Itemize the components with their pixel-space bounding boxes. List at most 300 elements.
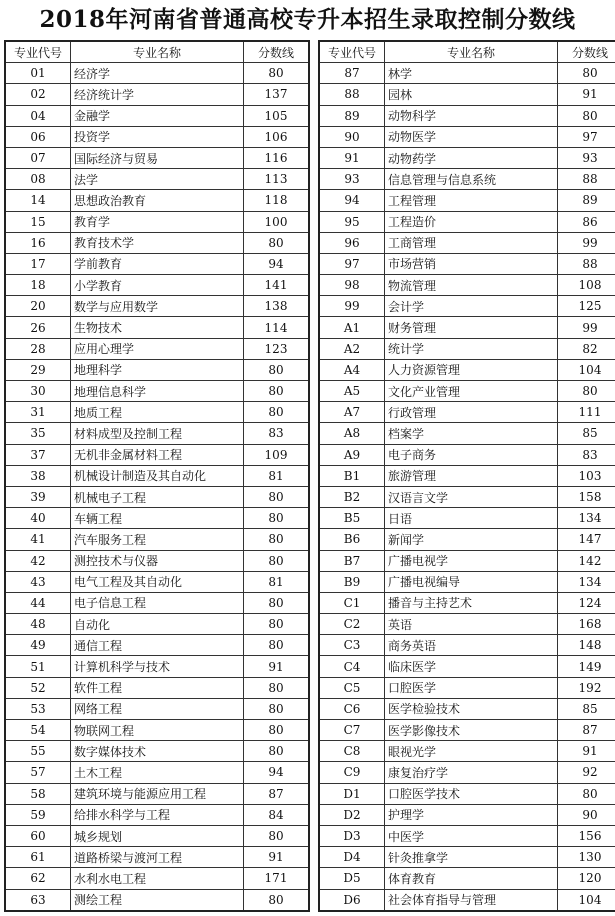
major-name-cell: 会计学	[385, 296, 558, 317]
table-header-row	[5, 41, 309, 63]
major-code-cell: 16	[5, 232, 71, 253]
major-name-cell: 物联网工程	[71, 720, 244, 741]
major-name-cell: 动物药学	[385, 147, 558, 168]
major-code-cell: A2	[319, 338, 385, 359]
major-code-cell: 52	[5, 677, 71, 698]
major-code-cell: B2	[319, 486, 385, 507]
major-name-cell: 行政管理	[385, 402, 558, 423]
score-cell: 100	[244, 211, 310, 232]
table-row	[5, 444, 309, 465]
major-code-cell: 04	[5, 105, 71, 126]
score-cell: 141	[244, 275, 310, 296]
table-row	[319, 147, 615, 168]
major-name-cell: 新闻学	[385, 529, 558, 550]
score-cell: 105	[244, 105, 310, 126]
table-row	[319, 84, 615, 105]
table-row	[5, 614, 309, 635]
major-name-cell: 国际经济与贸易	[71, 147, 244, 168]
header-code: 专业代号	[5, 41, 71, 63]
major-name-cell: 临床医学	[385, 656, 558, 677]
major-code-cell: 06	[5, 126, 71, 147]
table-row	[319, 63, 615, 84]
major-code-cell: 42	[5, 550, 71, 571]
major-code-cell: 30	[5, 381, 71, 402]
major-code-cell: C5	[319, 677, 385, 698]
major-name-cell: 电气工程及其自动化	[71, 571, 244, 592]
table-row	[319, 275, 615, 296]
score-cell: 118	[244, 190, 310, 211]
score-cell: 93	[558, 147, 615, 168]
score-cell: 106	[244, 126, 310, 147]
table-row	[5, 825, 309, 846]
major-name-cell: 信息管理与信息系统	[385, 169, 558, 190]
major-name-cell: 统计学	[385, 338, 558, 359]
table-row	[319, 190, 615, 211]
major-code-cell: 95	[319, 211, 385, 232]
table-row	[5, 635, 309, 656]
major-code-cell: C6	[319, 698, 385, 719]
major-code-cell: 87	[319, 63, 385, 84]
major-code-cell: 91	[319, 147, 385, 168]
score-cell: 80	[244, 63, 310, 84]
major-name-cell: 播音与主持艺术	[385, 592, 558, 613]
table-row	[319, 381, 615, 402]
score-cell: 124	[558, 592, 615, 613]
table-row	[5, 656, 309, 677]
major-name-cell: 计算机科学与技术	[71, 656, 244, 677]
table-row	[5, 84, 309, 105]
major-name-cell: 医学检验技术	[385, 698, 558, 719]
score-cell: 85	[558, 698, 615, 719]
table-row	[319, 571, 615, 592]
major-code-cell: 62	[5, 868, 71, 889]
major-name-cell: 文化产业管理	[385, 381, 558, 402]
major-name-cell: 学前教育	[71, 253, 244, 274]
major-name-cell: 广播电视学	[385, 550, 558, 571]
major-name-cell: 商务英语	[385, 635, 558, 656]
major-name-cell: 经济学	[71, 63, 244, 84]
major-code-cell: 88	[319, 84, 385, 105]
page-title: 2018年河南省普通高校专升本招生录取控制分数线	[39, 6, 576, 33]
score-cell: 83	[558, 444, 615, 465]
major-name-cell: 工程造价	[385, 211, 558, 232]
table-row	[5, 253, 309, 274]
table-row	[5, 211, 309, 232]
major-code-cell: 60	[5, 825, 71, 846]
score-cell: 156	[558, 825, 615, 846]
table-row	[319, 444, 615, 465]
table-row	[5, 359, 309, 380]
major-code-cell: B7	[319, 550, 385, 571]
score-cell: 103	[558, 465, 615, 486]
score-cell: 80	[244, 698, 310, 719]
score-cell: 91	[244, 656, 310, 677]
table-row	[319, 783, 615, 804]
score-cell: 147	[558, 529, 615, 550]
table-row	[5, 698, 309, 719]
major-code-cell: B6	[319, 529, 385, 550]
table-row	[319, 169, 615, 190]
score-cell: 134	[558, 508, 615, 529]
score-cell: 137	[244, 84, 310, 105]
major-code-cell: 01	[5, 63, 71, 84]
table-row	[5, 126, 309, 147]
table-row	[319, 338, 615, 359]
major-code-cell: B9	[319, 571, 385, 592]
major-code-cell: 41	[5, 529, 71, 550]
table-row	[5, 889, 309, 911]
major-code-cell: 53	[5, 698, 71, 719]
table-row	[319, 296, 615, 317]
major-name-cell: 给排水科学与工程	[71, 804, 244, 825]
major-name-cell: 财务管理	[385, 317, 558, 338]
score-cell: 91	[244, 847, 310, 868]
table-row	[319, 656, 615, 677]
major-code-cell: 61	[5, 847, 71, 868]
major-name-cell: 小学教育	[71, 275, 244, 296]
major-code-cell: D5	[319, 868, 385, 889]
major-name-cell: 金融学	[71, 105, 244, 126]
table-row	[319, 105, 615, 126]
major-name-cell: 康复治疗学	[385, 762, 558, 783]
table-row	[319, 126, 615, 147]
table-row	[319, 741, 615, 762]
major-code-cell: 14	[5, 190, 71, 211]
score-cell: 99	[558, 232, 615, 253]
major-code-cell: D2	[319, 804, 385, 825]
major-name-cell: 地理科学	[71, 359, 244, 380]
score-cell: 82	[558, 338, 615, 359]
major-name-cell: 应用心理学	[71, 338, 244, 359]
major-name-cell: 思想政治教育	[71, 190, 244, 211]
score-cell: 80	[244, 359, 310, 380]
table-row	[319, 868, 615, 889]
major-code-cell: D6	[319, 889, 385, 911]
score-cell: 86	[558, 211, 615, 232]
score-cell: 80	[244, 402, 310, 423]
table-row	[319, 402, 615, 423]
table-row	[319, 804, 615, 825]
major-name-cell: 教育技术学	[71, 232, 244, 253]
major-name-cell: 旅游管理	[385, 465, 558, 486]
table-row	[5, 741, 309, 762]
table-row	[319, 423, 615, 444]
major-name-cell: 中医学	[385, 825, 558, 846]
score-cell: 109	[244, 444, 310, 465]
score-cell: 80	[558, 381, 615, 402]
major-code-cell: C3	[319, 635, 385, 656]
table-row	[319, 508, 615, 529]
major-name-cell: 软件工程	[71, 677, 244, 698]
major-name-cell: 体育教育	[385, 868, 558, 889]
table-row	[5, 317, 309, 338]
major-code-cell: 63	[5, 889, 71, 911]
score-table-left	[4, 40, 310, 912]
table-row	[5, 571, 309, 592]
table-row	[319, 720, 615, 741]
major-code-cell: D4	[319, 847, 385, 868]
score-cell: 80	[244, 720, 310, 741]
score-cell: 83	[244, 423, 310, 444]
major-code-cell: 49	[5, 635, 71, 656]
header-score: 分数线	[244, 41, 310, 63]
major-name-cell: 口腔医学技术	[385, 783, 558, 804]
score-cell: 90	[558, 804, 615, 825]
major-name-cell: 水利水电工程	[71, 868, 244, 889]
score-cell: 80	[244, 592, 310, 613]
major-name-cell: 英语	[385, 614, 558, 635]
major-code-cell: A5	[319, 381, 385, 402]
score-cell: 80	[244, 232, 310, 253]
score-cell: 142	[558, 550, 615, 571]
major-name-cell: 生物技术	[71, 317, 244, 338]
major-code-cell: 39	[5, 486, 71, 507]
table-row	[319, 211, 615, 232]
table-row	[5, 423, 309, 444]
major-code-cell: B1	[319, 465, 385, 486]
major-code-cell: C2	[319, 614, 385, 635]
score-cell: 88	[558, 169, 615, 190]
major-name-cell: 经济统计学	[71, 84, 244, 105]
major-code-cell: 48	[5, 614, 71, 635]
table-row	[319, 232, 615, 253]
score-cell: 168	[558, 614, 615, 635]
major-code-cell: 54	[5, 720, 71, 741]
table-row	[319, 317, 615, 338]
score-cell: 85	[558, 423, 615, 444]
major-code-cell: 38	[5, 465, 71, 486]
major-name-cell: 道路桥梁与渡河工程	[71, 847, 244, 868]
major-code-cell: 31	[5, 402, 71, 423]
major-code-cell: C7	[319, 720, 385, 741]
major-code-cell: 55	[5, 741, 71, 762]
table-row	[5, 847, 309, 868]
score-cell: 80	[244, 550, 310, 571]
major-code-cell: 93	[319, 169, 385, 190]
score-cell: 134	[558, 571, 615, 592]
major-code-cell: C8	[319, 741, 385, 762]
header-score: 分数线	[558, 41, 615, 63]
score-cell: 158	[558, 486, 615, 507]
major-name-cell: 人力资源管理	[385, 359, 558, 380]
table-row	[319, 465, 615, 486]
score-cell: 94	[244, 253, 310, 274]
major-code-cell: 35	[5, 423, 71, 444]
major-name-cell: 汽车服务工程	[71, 529, 244, 550]
major-name-cell: 社会体育指导与管理	[385, 889, 558, 911]
major-name-cell: 针灸推拿学	[385, 847, 558, 868]
major-name-cell: 测绘工程	[71, 889, 244, 911]
table-row	[319, 635, 615, 656]
major-code-cell: 44	[5, 592, 71, 613]
score-cell: 80	[244, 889, 310, 911]
score-cell: 91	[558, 84, 615, 105]
major-code-cell: D1	[319, 783, 385, 804]
score-cell: 192	[558, 677, 615, 698]
major-name-cell: 材料成型及控制工程	[71, 423, 244, 444]
major-name-cell: 地理信息科学	[71, 381, 244, 402]
table-row	[319, 486, 615, 507]
table-row	[5, 275, 309, 296]
major-code-cell: 90	[319, 126, 385, 147]
table-row	[319, 614, 615, 635]
major-code-cell: 43	[5, 571, 71, 592]
major-code-cell: 28	[5, 338, 71, 359]
table-row	[5, 105, 309, 126]
table-row	[5, 296, 309, 317]
score-cell: 113	[244, 169, 310, 190]
major-code-cell: 37	[5, 444, 71, 465]
major-name-cell: 园林	[385, 84, 558, 105]
table-row	[5, 465, 309, 486]
table-row	[319, 359, 615, 380]
major-code-cell: 89	[319, 105, 385, 126]
major-code-cell: A9	[319, 444, 385, 465]
major-code-cell: 02	[5, 84, 71, 105]
major-code-cell: B5	[319, 508, 385, 529]
major-code-cell: 51	[5, 656, 71, 677]
score-cell: 80	[244, 635, 310, 656]
major-name-cell: 测控技术与仪器	[71, 550, 244, 571]
major-code-cell: A4	[319, 359, 385, 380]
table-row	[5, 508, 309, 529]
score-cell: 81	[244, 465, 310, 486]
score-cell: 80	[244, 741, 310, 762]
major-name-cell: 动物医学	[385, 126, 558, 147]
table-row	[5, 190, 309, 211]
header-name: 专业名称	[385, 41, 558, 63]
major-name-cell: 车辆工程	[71, 508, 244, 529]
major-name-cell: 日语	[385, 508, 558, 529]
table-row	[319, 889, 615, 911]
score-cell: 130	[558, 847, 615, 868]
major-code-cell: C4	[319, 656, 385, 677]
major-code-cell: 94	[319, 190, 385, 211]
table-row	[319, 550, 615, 571]
major-name-cell: 眼视光学	[385, 741, 558, 762]
score-cell: 81	[244, 571, 310, 592]
major-name-cell: 自动化	[71, 614, 244, 635]
table-row	[319, 253, 615, 274]
major-name-cell: 地质工程	[71, 402, 244, 423]
score-cell: 84	[244, 804, 310, 825]
major-name-cell: 广播电视编导	[385, 571, 558, 592]
major-code-cell: 97	[319, 253, 385, 274]
score-cell: 148	[558, 635, 615, 656]
major-name-cell: 网络工程	[71, 698, 244, 719]
table-row	[5, 381, 309, 402]
score-cell: 104	[558, 889, 615, 911]
table-row	[5, 486, 309, 507]
score-cell: 123	[244, 338, 310, 359]
score-table-right	[318, 40, 615, 912]
score-cell: 87	[244, 783, 310, 804]
header-code: 专业代号	[319, 41, 385, 63]
score-cell: 91	[558, 741, 615, 762]
score-cell: 120	[558, 868, 615, 889]
major-code-cell: A8	[319, 423, 385, 444]
table-row	[319, 529, 615, 550]
score-cell: 94	[244, 762, 310, 783]
score-cell: 80	[244, 508, 310, 529]
major-code-cell: 18	[5, 275, 71, 296]
table-row	[319, 592, 615, 613]
score-cell: 125	[558, 296, 615, 317]
major-code-cell: D3	[319, 825, 385, 846]
score-cell: 80	[244, 825, 310, 846]
score-cell: 80	[244, 614, 310, 635]
table-row	[5, 783, 309, 804]
major-code-cell: 15	[5, 211, 71, 232]
major-name-cell: 机械电子工程	[71, 486, 244, 507]
major-code-cell: 57	[5, 762, 71, 783]
major-name-cell: 医学影像技术	[385, 720, 558, 741]
score-cell: 80	[558, 63, 615, 84]
table-row	[5, 63, 309, 84]
major-name-cell: 动物科学	[385, 105, 558, 126]
major-name-cell: 档案学	[385, 423, 558, 444]
major-code-cell: 40	[5, 508, 71, 529]
table-row	[5, 868, 309, 889]
score-cell: 80	[244, 677, 310, 698]
major-name-cell: 法学	[71, 169, 244, 190]
major-code-cell: 59	[5, 804, 71, 825]
table-row	[5, 677, 309, 698]
table-row	[5, 402, 309, 423]
score-cell: 80	[244, 381, 310, 402]
score-cell: 88	[558, 253, 615, 274]
major-name-cell: 汉语言文学	[385, 486, 558, 507]
major-code-cell: A1	[319, 317, 385, 338]
major-name-cell: 数字媒体技术	[71, 741, 244, 762]
table-row	[5, 592, 309, 613]
score-cell: 114	[244, 317, 310, 338]
table-row	[319, 847, 615, 868]
table-row	[5, 550, 309, 571]
major-name-cell: 无机非金属材料工程	[71, 444, 244, 465]
score-cell: 80	[244, 529, 310, 550]
major-code-cell: 58	[5, 783, 71, 804]
major-code-cell: 99	[319, 296, 385, 317]
table-row	[5, 804, 309, 825]
score-cell: 138	[244, 296, 310, 317]
table-row	[5, 529, 309, 550]
score-cell: 80	[558, 105, 615, 126]
score-cell: 80	[558, 783, 615, 804]
score-cell: 87	[558, 720, 615, 741]
major-name-cell: 土木工程	[71, 762, 244, 783]
major-code-cell: 98	[319, 275, 385, 296]
table-row	[5, 169, 309, 190]
major-name-cell: 电子信息工程	[71, 592, 244, 613]
score-cell: 116	[244, 147, 310, 168]
major-code-cell: C1	[319, 592, 385, 613]
table-row	[319, 698, 615, 719]
table-row	[5, 338, 309, 359]
major-name-cell: 市场营销	[385, 253, 558, 274]
score-cell: 104	[558, 359, 615, 380]
major-name-cell: 物流管理	[385, 275, 558, 296]
table-row	[5, 720, 309, 741]
major-name-cell: 林学	[385, 63, 558, 84]
major-name-cell: 教育学	[71, 211, 244, 232]
score-cell: 92	[558, 762, 615, 783]
major-name-cell: 护理学	[385, 804, 558, 825]
table-row	[5, 232, 309, 253]
major-name-cell: 城乡规划	[71, 825, 244, 846]
table-header-row	[319, 41, 615, 63]
major-code-cell: 17	[5, 253, 71, 274]
